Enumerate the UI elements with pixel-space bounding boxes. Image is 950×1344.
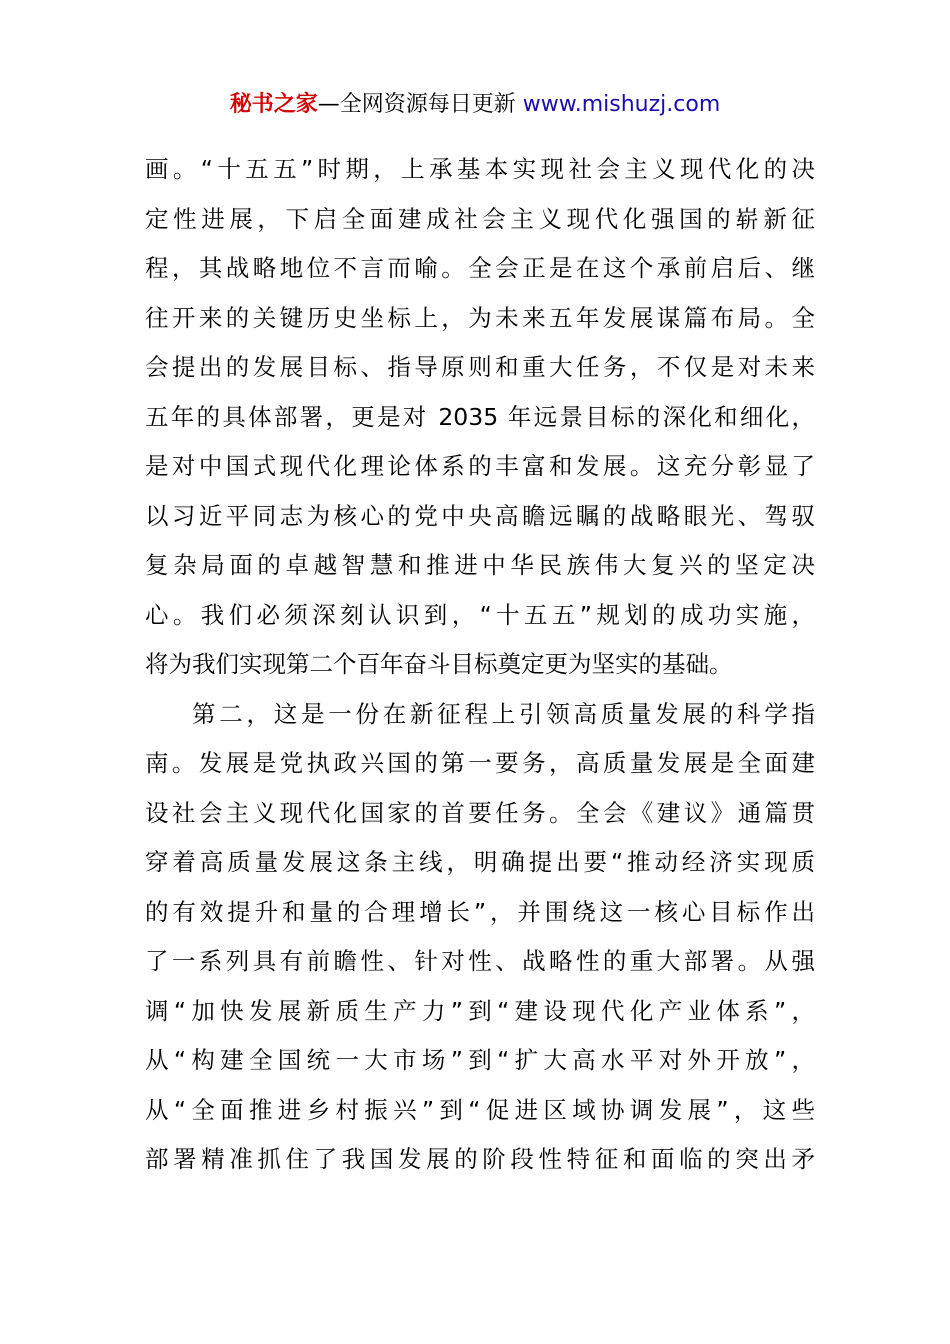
text-line: 南。发展是党执政兴国的第一要务，高质量发展是全面建: [145, 749, 815, 777]
site-header: [0, 88, 950, 122]
document-body: [145, 145, 815, 1185]
text-line: 了一系列具有前瞻性、针对性、战略性的重大部署。从强: [145, 947, 815, 975]
brand-name: 秘书之家: [229, 92, 318, 117]
text-line: 心。我们必须深刻认识到，“十五五”规划的成功实施，: [145, 600, 815, 629]
text-line: 会提出的发展目标、指导原则和重大任务，不仅是对未来: [145, 353, 815, 381]
header-tagline: —全网资源每日更新: [317, 92, 523, 117]
text-line: 往开来的关键历史坐标上，为未来五年发展谋篇布局。全: [145, 303, 815, 332]
text-line: 的有效提升和量的合理增长”，并围绕这一核心目标作出: [145, 897, 815, 926]
text-line: 穿着高质量发展这条主线，明确提出要“推动经济实现质: [145, 848, 815, 876]
text-line: 设社会主义现代化国家的首要任务。全会《建议》通篇贯: [145, 798, 815, 827]
text-line: 以习近平同志为核心的党中央高瞻远瞩的战略眼光、驾驭: [145, 501, 815, 530]
paragraph-end-line: 将为我们实现第二个百年奋斗目标奠定更为坚实的基础。: [145, 650, 733, 678]
text-line: 部署精准抓住了我国发展的阶段性特征和面临的突出矛: [145, 1145, 815, 1173]
text-line: 复杂局面的卓越智慧和推进中华民族伟大复兴的坚定决: [145, 551, 815, 579]
text-line: 画。“十五五”时期，上承基本实现社会主义现代化的决: [145, 155, 815, 183]
text-line: 程，其战略地位不言而喻。全会正是在这个承前启后、继: [145, 254, 815, 282]
text-line: 五年的具体部署，更是对 2035 年远景目标的深化和细化，: [145, 402, 815, 431]
text-line: 定性进展，下启全面建成社会主义现代化强国的崭新征: [145, 204, 815, 233]
site-url-link[interactable]: www.mishuzj.com: [522, 92, 721, 117]
text-line: 调“加快发展新质生产力”到“建设现代化产业体系”，: [145, 996, 815, 1025]
paragraph-start-line: 第二，这是一份在新征程上引领高质量发展的科学指: [192, 699, 815, 728]
text-line: 是对中国式现代化理论体系的丰富和发展。这充分彰显了: [145, 452, 815, 480]
text-line: 从“全面推进乡村振兴”到“促进区域协调发展”，这些: [145, 1095, 815, 1124]
text-line: 从“构建全国统一大市场”到“扩大高水平对外开放”，: [145, 1046, 815, 1074]
